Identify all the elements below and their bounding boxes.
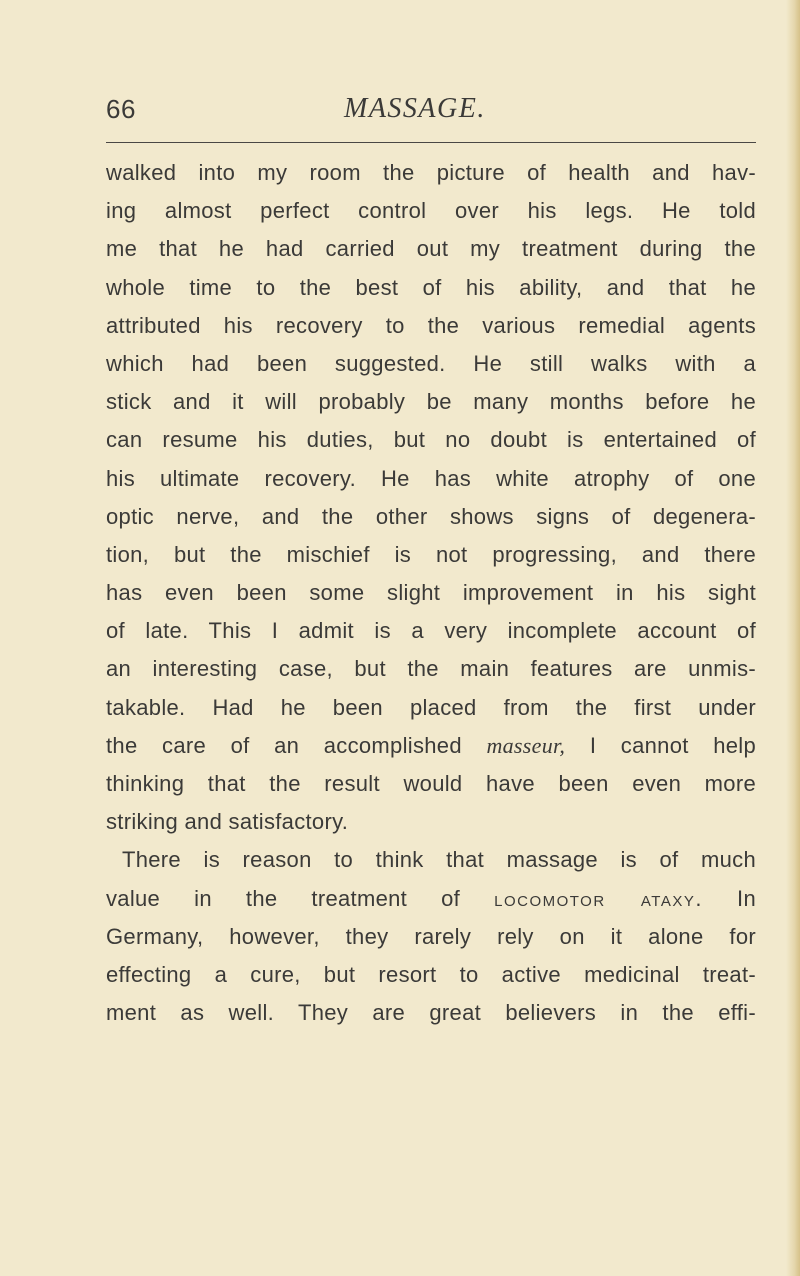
text-line: his ultimate recovery. He has white atrophy of one xyxy=(106,465,756,491)
running-title: MASSAGE. xyxy=(344,93,486,124)
paragraph-1 xyxy=(106,154,756,841)
text-line: walked into my room the picture of health and hav- xyxy=(106,160,756,185)
text-line: thinking that the result would have been even more xyxy=(106,771,756,796)
paragraph-2 xyxy=(106,841,756,1032)
italic-word: masseur, xyxy=(486,732,566,758)
text-span: In xyxy=(703,885,756,911)
text-line: There is reason to think that massage is of much xyxy=(122,847,756,873)
text-line: attributed his recovery to the various remedial agents xyxy=(106,312,756,338)
page-edge-shadow xyxy=(786,0,800,1276)
text-line: tion, but the mischief is not progressing, and there xyxy=(106,541,756,567)
text-line: me that he had carried out my treatment during the xyxy=(106,236,756,262)
text-line: takable. Had he been placed from the first under xyxy=(106,694,756,720)
text-line: whole time to the best of his ability, and that he xyxy=(106,274,756,300)
text-line: ment as well. They are great believers in the effi- xyxy=(106,1000,756,1026)
text-line: of late. This I admit is a very incomplete account of xyxy=(106,618,756,644)
text-line xyxy=(106,727,756,765)
text-line: stick and it will probably be many months before he xyxy=(106,389,756,415)
text-line: optic nerve, and the other shows signs of degenera- xyxy=(106,503,756,529)
text-line: effecting a cure, but resort to active medicinal treat- xyxy=(106,961,756,987)
text-span: I cannot help xyxy=(565,732,756,758)
text-span: the care of an accomplished xyxy=(106,732,487,758)
text-line: ing almost perfect control over his legs. He told xyxy=(106,198,756,224)
page-number: 66 xyxy=(106,94,136,124)
small-caps-term: locomotor ataxy. xyxy=(494,885,703,911)
text-line: which had been suggested. He still walks with a xyxy=(106,350,756,376)
text-line: striking and satisfactory. xyxy=(106,809,349,835)
text-line: Germany, however, they rarely rely on it alone for xyxy=(106,923,756,949)
page-header xyxy=(106,94,756,130)
text-span: value in the treatment of xyxy=(106,885,495,911)
text-line: an interesting case, but the main features are unmis- xyxy=(106,656,756,682)
body-text xyxy=(106,154,756,1032)
header-rule xyxy=(106,142,756,143)
text-line: can resume his duties, but no doubt is entertained of xyxy=(106,427,756,453)
text-line xyxy=(106,880,756,918)
text-line: has even been some slight improvement in his sight xyxy=(106,580,756,606)
